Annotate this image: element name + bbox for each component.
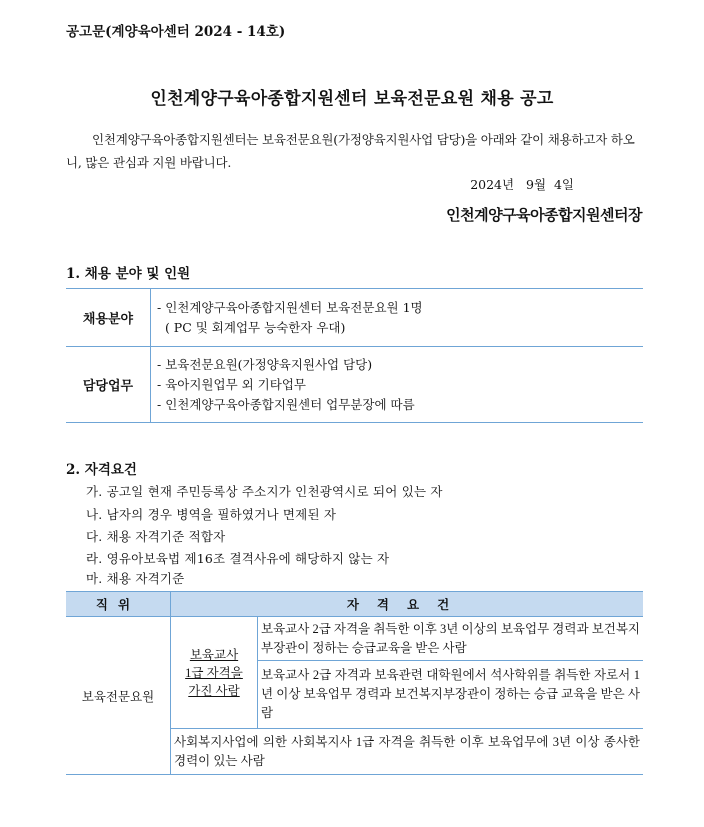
sub-qualification-line: 가진 사람 — [188, 683, 240, 698]
table-header-row — [66, 592, 643, 617]
document-number: 공고문(계양육아센터 2024 - 14호) — [66, 24, 286, 40]
requirement-text: 보육교사 2급 자격과 보육관련 대학원에서 석사학위를 취득한 자로서 1년 이상 보육업무 경력과 보건복지부장관이 정하는 승급 교육을 받은 사람 — [258, 661, 644, 729]
table-row — [66, 347, 643, 423]
intro-paragraph: 인천계양구육아종합지원센터는 보육전문요원(가정양육지원사업 담당)을 아래와 같이 채용하고자 하오니, 많은 관심과 지원 바랍니다. — [66, 132, 635, 170]
sub-qualification-line: 보육교사 — [189, 647, 239, 662]
row-value — [151, 289, 644, 347]
qualification-table — [66, 591, 643, 775]
requirement-text: 사회복지사업에 의한 사회복지사 1급 자격을 취득한 이후 보육업무에 3년 이상 종사한 경력이 있는 사람 — [171, 729, 644, 775]
recruitment-table — [66, 288, 643, 423]
value-line: - 보육전문요원(가정양육지원사업 담당) — [157, 356, 373, 372]
sub-qualification-line: 1급 자격을 — [185, 665, 243, 680]
sub-qualification-cell — [171, 617, 258, 729]
row-value — [151, 347, 644, 423]
requirement-item: 마. 채용 자격기준 — [86, 571, 185, 586]
page-title: 인천계양구육아종합지원센터 보육전문요원 채용 공고 — [150, 89, 554, 109]
notice-date: 2024년 9월 4일 — [470, 177, 574, 192]
position-cell: 보육전문요원 — [66, 617, 171, 775]
requirement-item: 가. 공고일 현재 주민등록상 주소지가 인천광역시로 되어 있는 자 — [86, 484, 443, 499]
table-row — [66, 289, 643, 347]
section1-heading: 1. 채용 분야 및 인원 — [66, 266, 191, 282]
requirement-item: 라. 영유아보육법 제16조 결격사유에 해당하지 않는 자 — [86, 551, 390, 566]
row-label: 담당업무 — [66, 347, 151, 423]
requirement-item: 나. 남자의 경우 병역을 필하였거나 면제된 자 — [86, 507, 337, 522]
table-row — [66, 617, 643, 661]
header-position: 직위 — [66, 592, 171, 617]
value-line: ( PC 및 회계업무 능숙한자 우대) — [157, 319, 346, 335]
header-requirements: 자격요건 — [171, 592, 644, 617]
signature: 인천계양구육아종합지원센터장 — [446, 206, 642, 224]
row-label: 채용분야 — [66, 289, 151, 347]
value-line: - 인천계양구육아종합지원센터 업무분장에 따름 — [157, 396, 415, 412]
value-line: - 인천계양구육아종합지원센터 보육전문요원 1명 — [157, 299, 423, 315]
requirement-text: 보육교사 2급 자격을 취득한 이후 3년 이상의 보육업무 경력과 보건복지부장관이 정하는 승급교육을 받은 사람 — [258, 617, 644, 661]
section2-heading: 2. 자격요건 — [66, 462, 137, 478]
value-line: - 육아지원업무 외 기타업무 — [157, 376, 306, 392]
requirement-item: 다. 채용 자격기준 적합자 — [86, 529, 226, 544]
